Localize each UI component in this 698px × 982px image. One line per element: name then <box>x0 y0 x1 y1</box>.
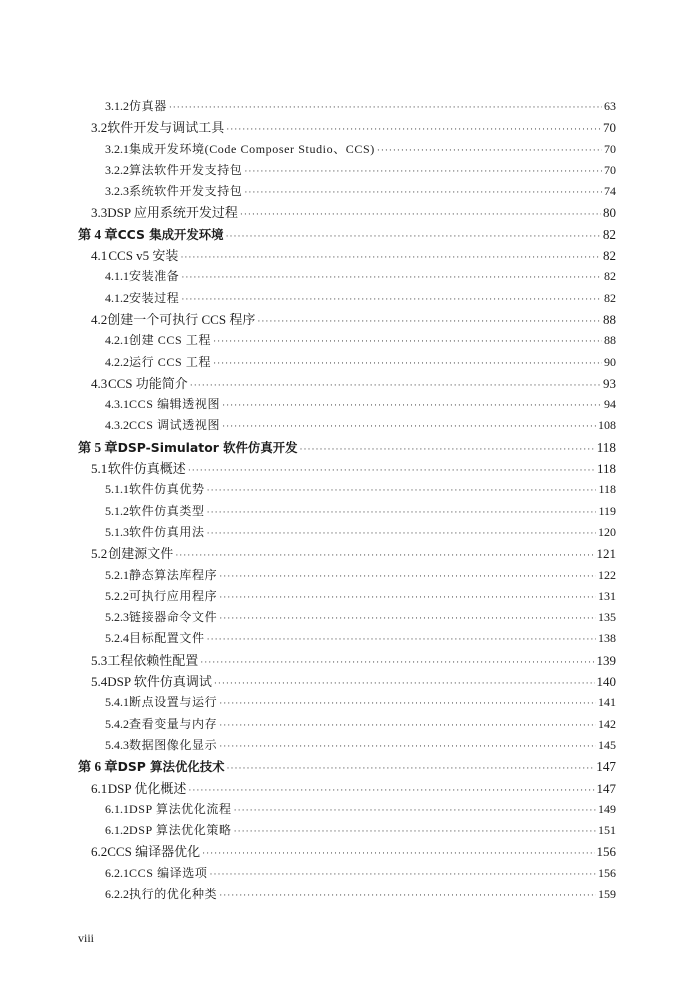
toc-leader-dots <box>219 587 596 608</box>
toc-entry-page: 156 <box>596 844 616 860</box>
toc-chapter[interactable] <box>78 224 616 245</box>
toc-entry-page: 138 <box>598 631 616 646</box>
toc-leader-dots <box>175 545 594 566</box>
toc-entry-number: 4.3.2 <box>105 418 129 433</box>
toc-entry-title: 安装准备 <box>129 269 180 284</box>
toc-section[interactable] <box>78 309 616 330</box>
toc-entry-title: DSP 优化概述 <box>107 780 187 796</box>
toc-section[interactable] <box>78 117 616 138</box>
toc-leader-dots <box>213 353 602 374</box>
toc-entry-title: 系统软件开发支持包 <box>129 184 243 199</box>
toc-subsection[interactable] <box>78 607 616 628</box>
toc-entry-page: 70 <box>603 120 616 136</box>
toc-entry-page: 70 <box>604 141 616 156</box>
toc-entry-number: 4.2.2 <box>105 354 129 369</box>
toc-entry-page: 82 <box>604 290 616 305</box>
toc-entry-page: 120 <box>598 524 616 539</box>
toc-entry-page: 135 <box>598 610 616 625</box>
toc-entry-number: 3.3 <box>91 205 108 221</box>
toc-subsection[interactable] <box>78 330 616 351</box>
toc-entry-title: 创建 CCS 工程 <box>129 333 212 348</box>
toc-entry-title: 创建源文件 <box>108 546 174 562</box>
toc-entry-number: 5.4.1 <box>105 695 129 710</box>
toc-entry-number: 5.4.2 <box>105 716 129 731</box>
toc-leader-dots <box>213 331 602 352</box>
toc-leader-dots <box>219 608 596 629</box>
toc-entry-number: 3.2 <box>91 120 108 136</box>
toc-subsection[interactable] <box>78 884 616 905</box>
toc-entry-number: 6.1 <box>91 780 108 796</box>
toc-entry-page: 159 <box>598 886 616 901</box>
toc-entry-number: 3.2.2 <box>105 162 129 177</box>
toc-leader-dots <box>244 182 602 203</box>
toc-entry-number: 5.2 <box>91 546 108 562</box>
toc-leader-dots <box>207 480 597 501</box>
toc-subsection[interactable] <box>78 479 616 500</box>
toc-subsection[interactable] <box>78 863 616 884</box>
toc-entry-title: 数据图像化显示 <box>129 737 218 752</box>
toc-entry-title: 创建一个可执行 CCS 程序 <box>107 311 256 327</box>
toc-subsection[interactable] <box>78 820 616 841</box>
toc-entry-number: 6.1.2 <box>105 823 129 838</box>
toc-entry-number: 3.2.1 <box>105 141 129 156</box>
toc-entry-number: 4.2 <box>91 311 108 327</box>
toc-subsection[interactable] <box>78 735 616 756</box>
toc-entry-number: 4.3.1 <box>105 397 129 412</box>
toc-entry-number: 5.2.3 <box>105 610 129 625</box>
toc-section[interactable] <box>78 650 616 671</box>
toc-entry-page: 151 <box>598 823 616 838</box>
toc-entry-title: 断点设置与运行 <box>129 695 218 710</box>
toc-leader-dots <box>181 289 602 310</box>
toc-chapter[interactable] <box>78 437 616 458</box>
toc-subsection[interactable] <box>78 586 616 607</box>
toc-entry-title: CCS 集成开发环境 <box>117 226 224 242</box>
toc-entry-title: DSP 应用系统开发过程 <box>107 205 238 221</box>
toc-entry-page: 142 <box>598 716 616 731</box>
toc-leader-dots <box>257 311 601 332</box>
toc-entry-number: 第 5 章 <box>78 439 118 455</box>
toc-subsection[interactable] <box>78 96 616 117</box>
toc-entry-number: 5.3 <box>91 652 108 668</box>
toc-entry-page: 119 <box>598 503 616 518</box>
toc-entry-title: 软件仿真概述 <box>107 461 186 477</box>
toc-subsection[interactable] <box>78 799 616 820</box>
toc-subsection[interactable] <box>78 394 616 415</box>
toc-entry-title: 目标配置文件 <box>129 631 205 646</box>
toc-section[interactable] <box>78 458 616 479</box>
toc-entry-number: 6.2.1 <box>105 865 129 880</box>
toc-entry-title: 软件开发与调试工具 <box>107 120 225 136</box>
toc-section[interactable] <box>78 671 616 692</box>
toc-section[interactable] <box>78 245 616 266</box>
toc-subsection[interactable] <box>78 352 616 373</box>
toc-entry-page: 74 <box>604 184 616 199</box>
toc-subsection[interactable] <box>78 692 616 713</box>
toc-entry-title: 算法软件开发支持包 <box>129 162 243 177</box>
toc-entry-page: 131 <box>598 588 616 603</box>
toc-entry-page: 147 <box>596 759 616 775</box>
toc-chapter[interactable] <box>78 756 616 777</box>
toc-entry-page: 80 <box>603 205 616 221</box>
toc-entry-title: 查看变量与内存 <box>129 716 218 731</box>
toc-leader-dots <box>207 523 596 544</box>
toc-entry-page: 90 <box>604 354 616 369</box>
toc-entry-number: 第 4 章 <box>78 226 118 242</box>
toc-entry-page: 82 <box>603 248 616 264</box>
toc-entry-number: 5.2.2 <box>105 588 129 603</box>
toc-leader-dots <box>219 736 596 757</box>
toc-entry-title: 安装过程 <box>129 290 180 305</box>
toc-leader-dots <box>190 375 601 396</box>
toc-entry-page: 93 <box>603 375 616 391</box>
toc-leader-dots <box>222 416 596 437</box>
toc-subsection[interactable] <box>78 160 616 181</box>
toc-leader-dots <box>169 97 602 118</box>
toc-entry-page: 145 <box>598 737 616 752</box>
table-of-contents <box>78 96 616 905</box>
toc-leader-dots <box>209 864 596 885</box>
toc-entry-title: DSP 算法优化技术 <box>117 759 225 775</box>
toc-entry-title: CCS 编译器优化 <box>107 844 201 860</box>
toc-entry-page: 88 <box>603 311 616 327</box>
toc-entry-title: DSP 算法优化流程 <box>129 801 232 816</box>
toc-entry-title: 软件仿真用法 <box>129 524 205 539</box>
toc-entry-number: 4.1.2 <box>105 290 129 305</box>
toc-section[interactable] <box>78 778 616 799</box>
toc-entry-title: 静态算法库程序 <box>129 567 218 582</box>
toc-section[interactable] <box>78 543 616 564</box>
page-number: viii <box>78 931 95 945</box>
toc-entry-number: 5.1.2 <box>105 503 129 518</box>
toc-entry-title: CCS 编辑透视图 <box>129 397 221 412</box>
toc-entry-number: 4.1.1 <box>105 269 129 284</box>
toc-leader-dots <box>202 843 594 864</box>
toc-entry-number: 5.1 <box>91 461 108 477</box>
toc-entry-page: 149 <box>598 801 616 816</box>
toc-entry-number: 3.2.3 <box>105 184 129 199</box>
toc-leader-dots <box>219 693 596 714</box>
toc-entry-page: 118 <box>598 482 616 497</box>
toc-entry-page: 121 <box>596 546 616 562</box>
toc-entry-page: 139 <box>596 652 616 668</box>
toc-entry-title: 运行 CCS 工程 <box>129 354 212 369</box>
toc-leader-dots <box>219 715 596 736</box>
toc-entry-page: 140 <box>596 674 616 690</box>
toc-leader-dots <box>188 460 595 481</box>
toc-leader-dots <box>200 652 594 673</box>
toc-entry-title: CCS 调试透视图 <box>129 418 221 433</box>
toc-entry-number: 5.4 <box>91 674 108 690</box>
toc-entry-title: 集成开发环境(Code Composer Studio、CCS) <box>129 141 375 156</box>
toc-entry-number: 5.1.1 <box>105 482 129 497</box>
toc-leader-dots <box>180 247 601 268</box>
toc-leader-dots <box>207 502 597 523</box>
toc-section[interactable] <box>78 202 616 223</box>
toc-leader-dots <box>188 780 594 801</box>
toc-entry-page: 70 <box>604 162 616 177</box>
toc-entry-number: 4.3 <box>91 375 108 391</box>
toc-entry-title: 软件仿真类型 <box>129 503 205 518</box>
toc-leader-dots <box>222 395 602 416</box>
toc-entry-number: 6.2 <box>91 844 108 860</box>
toc-entry-title: 工程依赖性配置 <box>107 652 199 668</box>
toc-entry-number: 4.2.1 <box>105 333 129 348</box>
toc-entry-page: 88 <box>604 333 616 348</box>
toc-entry-page: 94 <box>604 397 616 412</box>
toc-leader-dots <box>181 267 602 288</box>
toc-entry-title: CCS v5 安装 <box>108 248 179 264</box>
toc-leader-dots <box>377 140 602 161</box>
toc-entry-number: 5.4.3 <box>105 737 129 752</box>
toc-leader-dots <box>300 439 595 460</box>
toc-leader-dots <box>240 204 601 225</box>
toc-entry-page: 108 <box>598 418 616 433</box>
toc-subsection[interactable] <box>78 628 616 649</box>
toc-leader-dots <box>207 629 596 650</box>
toc-leader-dots <box>226 226 601 247</box>
toc-section[interactable] <box>78 373 616 394</box>
toc-entry-title: CCS 功能简介 <box>107 375 188 391</box>
toc-subsection[interactable] <box>78 565 616 586</box>
toc-entry-number: 4.1 <box>91 248 108 264</box>
toc-subsection[interactable] <box>78 266 616 287</box>
toc-entry-number: 5.2.1 <box>105 567 129 582</box>
toc-entry-page: 63 <box>604 99 616 113</box>
toc-subsection[interactable] <box>78 139 616 160</box>
toc-entry-title: 软件仿真优势 <box>129 482 205 497</box>
toc-subsection[interactable] <box>78 714 616 735</box>
toc-leader-dots <box>214 673 595 694</box>
toc-entry-title: 执行的优化种类 <box>129 886 218 901</box>
toc-entry-page: 118 <box>596 461 616 477</box>
toc-section[interactable] <box>78 841 616 862</box>
toc-subsection[interactable] <box>78 181 616 202</box>
toc-leader-dots <box>219 566 596 587</box>
toc-subsection[interactable] <box>78 522 616 543</box>
toc-entry-title: 仿真器 <box>129 99 167 113</box>
toc-entry-title: DSP 算法优化策略 <box>129 823 232 838</box>
toc-leader-dots <box>234 821 596 842</box>
toc-entry-page: 147 <box>596 780 616 796</box>
toc-entry-number: 6.2.2 <box>105 886 129 901</box>
toc-subsection[interactable] <box>78 288 616 309</box>
toc-entry-number: 5.2.4 <box>105 631 129 646</box>
toc-entry-page: 82 <box>602 226 616 242</box>
toc-leader-dots <box>244 161 602 182</box>
toc-entry-page: 122 <box>598 567 616 582</box>
toc-entry-number: 3.1.2 <box>105 99 129 113</box>
toc-leader-dots <box>234 800 596 821</box>
toc-entry-number: 6.1.1 <box>105 801 129 816</box>
toc-entry-page: 156 <box>598 865 616 880</box>
toc-leader-dots <box>226 119 601 140</box>
toc-entry-page: 82 <box>604 269 616 284</box>
toc-entry-title: DSP 软件仿真调试 <box>107 674 212 690</box>
toc-subsection[interactable] <box>78 415 616 436</box>
toc-entry-title: 链接器命令文件 <box>129 610 218 625</box>
toc-entry-page: 141 <box>598 695 616 710</box>
toc-entry-page: 118 <box>596 439 616 455</box>
toc-entry-title: DSP-Simulator 软件仿真开发 <box>117 439 298 455</box>
toc-entry-number: 第 6 章 <box>78 759 118 775</box>
toc-subsection[interactable] <box>78 501 616 522</box>
toc-entry-title: 可执行应用程序 <box>129 588 218 603</box>
toc-entry-number: 5.1.3 <box>105 524 129 539</box>
toc-leader-dots <box>227 758 595 779</box>
toc-entry-title: CCS 编译选项 <box>129 865 208 880</box>
toc-leader-dots <box>219 885 596 906</box>
